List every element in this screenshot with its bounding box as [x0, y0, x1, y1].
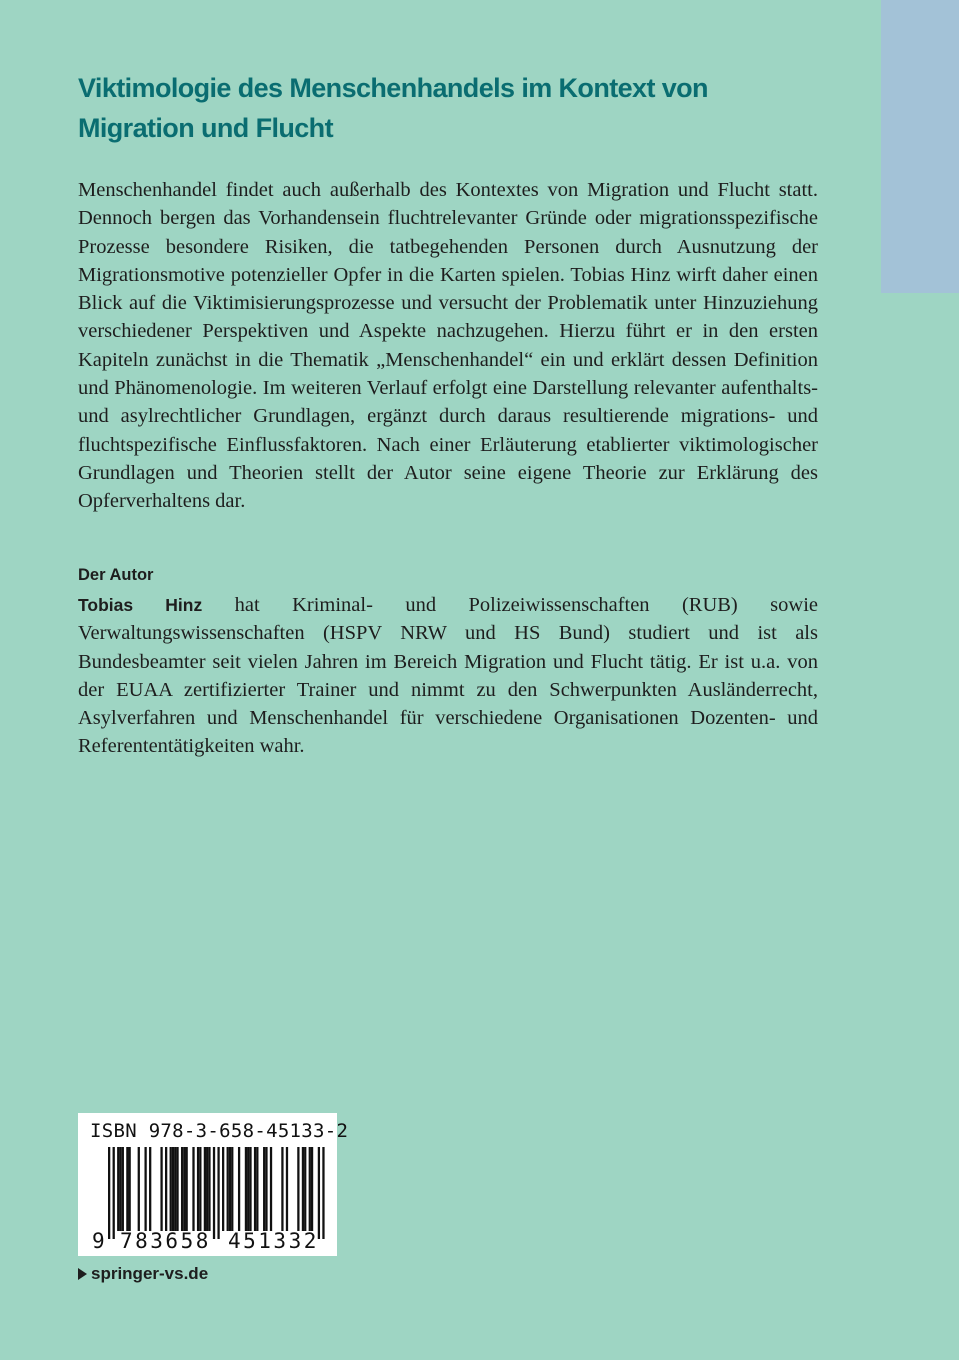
- triangle-arrow-icon: [78, 1268, 87, 1280]
- barcode-bar: [183, 1147, 185, 1231]
- barcode-bar: [238, 1147, 240, 1231]
- barcode-bar: [122, 1147, 124, 1231]
- book-description: Menschenhandel findet auch außerhalb des Kontextes von Migration und Flucht statt. Dennoch bergen das Vorhandensein fluchtrelevanter Gründe oder migrationsspezifische Prozesse besondere Risiken, die tatbegehenden Personen durch Ausnutzung der Migrationsmotive potenzieller Opfer in die Karten spielen. Tobias Hinz wirft daher einen Blick auf die Viktimisierungsprozesse und versucht der Problematik unter Hinzuziehung verschiedener Perspektiven und Aspekte nachzugehen. Hierzu führt er in den ersten Kapiteln zunächst in die Thematik „Menschenhandel“ ein und erklärt dessen Definition und Phänomenologie. Im weiteren Verlauf erfolgt eine Darstellung relevanter aufenthalts- und asylrechtlicher Grundlagen, ergänzt durch daraus resultierende migrations- und fluchtspezifische Einflussfaktoren. Nach einer Erläuterung etablierter viktimologischer Grundlagen und Theorien stellt der Autor seine eigene Theorie zur Erklärung des Opferverhaltens dar.: [78, 179, 818, 513]
- barcode-bar: [144, 1147, 146, 1231]
- barcode-bar: [119, 1147, 121, 1231]
- author-bio-text: hat Kriminal- und Polizeiwissenschaften (RUB) sowie Verwaltungswissenschaften (HSPV NRW und HS Bund) studiert und ist als Bundesbeamter seit vielen Jahren im Bereich Migration und Flucht tätig. Er ist u.a. von der EUAA zertifizierter Trainer und nimmt zu den Schwerpunkten Ausländerrecht, Asylverfahren und Menschenhandel für verschiedene Organisationen Dozenten- und Referententätigkeiten wahr.: [78, 594, 819, 758]
- barcode-bar: [192, 1147, 194, 1231]
- barcode-bar: [222, 1147, 224, 1231]
- barcode-bar: [297, 1147, 299, 1231]
- barcode-bar: [176, 1147, 178, 1231]
- barcode-bar: [245, 1147, 247, 1231]
- publisher-website: springer-vs.de: [91, 1264, 209, 1283]
- barcode-bar: [129, 1147, 131, 1231]
- barcode-guard-bar: [108, 1147, 110, 1239]
- barcode-bar: [286, 1147, 288, 1231]
- barcode-bar: [263, 1147, 265, 1231]
- author-bio: [78, 591, 818, 761]
- barcode-bar: [138, 1147, 140, 1231]
- barcode-bar: [197, 1147, 199, 1231]
- barcode-first-digit: 9: [92, 1229, 105, 1253]
- barcode-left-digits: 783658: [120, 1229, 211, 1253]
- barcode-bar: [172, 1147, 174, 1231]
- barcode-bar: [229, 1147, 231, 1231]
- author-heading: Der Autor: [78, 566, 154, 584]
- barcode-guard-bar: [322, 1147, 324, 1239]
- barcode-guard-bar: [318, 1147, 320, 1239]
- author-name: Tobias Hinz: [78, 595, 203, 615]
- barcode-bar: [302, 1147, 304, 1231]
- barcode-bar: [270, 1147, 272, 1231]
- barcode-bar: [165, 1147, 167, 1231]
- barcode-bar: [117, 1147, 119, 1231]
- barcode-bar: [181, 1147, 183, 1231]
- barcode-bar: [231, 1147, 233, 1231]
- barcode-right-digits: 451332: [228, 1229, 319, 1253]
- barcode-bar: [281, 1147, 283, 1231]
- isbn-barcode: [78, 1113, 349, 1256]
- book-title: Viktimologie des Menschenhandels im Kontext von Migration und Flucht: [78, 73, 708, 143]
- barcode-guard-bar: [213, 1147, 215, 1239]
- barcode-bar: [170, 1147, 172, 1231]
- barcode-bar: [199, 1147, 201, 1231]
- publisher-link[interactable]: [78, 1263, 208, 1285]
- barcode-bar: [304, 1147, 306, 1231]
- barcode-bar: [204, 1147, 206, 1231]
- barcode-bar: [227, 1147, 229, 1231]
- barcode-bar: [254, 1147, 256, 1231]
- barcode-bar: [186, 1147, 188, 1231]
- isbn-label: ISBN 978-3-658-45133-2: [90, 1120, 349, 1142]
- barcode-bar: [126, 1147, 128, 1231]
- barcode-bar: [208, 1147, 210, 1231]
- barcode-guard-bar: [217, 1147, 219, 1239]
- barcode-bar: [249, 1147, 251, 1231]
- barcode-bar: [265, 1147, 267, 1231]
- barcode-guard-bar: [113, 1147, 115, 1239]
- barcode-bar: [174, 1147, 176, 1231]
- barcode-bar: [160, 1147, 162, 1231]
- barcode-bar: [311, 1147, 313, 1231]
- barcode-bar: [247, 1147, 249, 1231]
- side-color-tab: [881, 0, 959, 293]
- barcode-bar: [309, 1147, 311, 1231]
- barcode-bar: [256, 1147, 258, 1231]
- barcode-bar: [149, 1147, 151, 1231]
- barcode-bar: [206, 1147, 208, 1231]
